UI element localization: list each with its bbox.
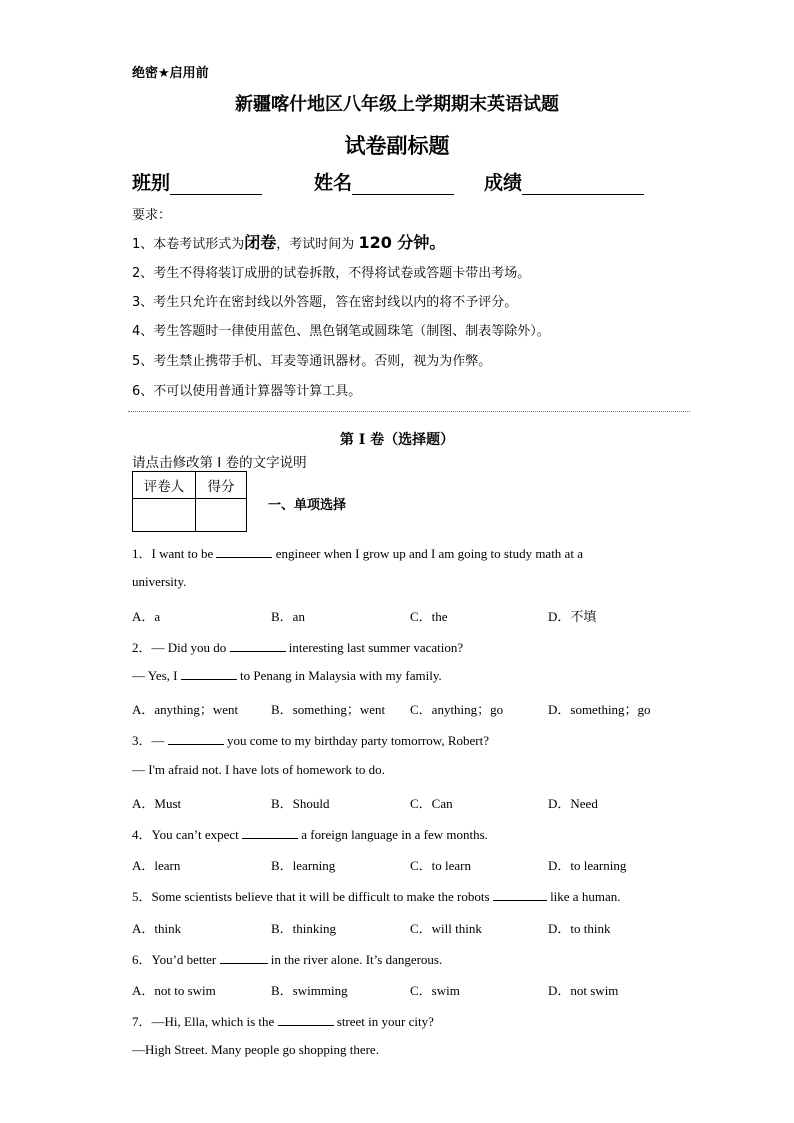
score-header: 得分 [196, 472, 247, 499]
q2-option-b[interactable]: B．something；went [271, 702, 386, 717]
q3-option-b[interactable]: B．Should [271, 796, 330, 811]
question-text: 1．I want to be [132, 546, 217, 561]
answer-blank[interactable] [216, 547, 272, 558]
q1-option-b[interactable]: B．an [271, 609, 305, 624]
question-text: in the river alone. It’s dangerous. [267, 952, 443, 967]
q2-option-a[interactable]: A．anything；went [132, 702, 239, 717]
answer-blank[interactable] [230, 641, 286, 652]
score-line[interactable] [522, 174, 644, 195]
question-3-line-1 [132, 730, 489, 749]
question-2-line-2 [132, 668, 442, 684]
question-1-line-2: university. [132, 574, 187, 589]
requirement-6: 6、不可以使用普通计算器等计算工具。 [132, 384, 362, 399]
score-label: 成绩 [484, 172, 523, 194]
section-note[interactable]: 请点击修改第 I 卷的文字说明 [132, 455, 307, 471]
exam-title: 新疆喀什地区八年级上学期期末英语试题 [235, 94, 559, 115]
dotted-divider [128, 411, 690, 412]
answer-blank[interactable] [278, 1015, 334, 1026]
question-text: to Penang in Malaysia with my family. [236, 668, 442, 683]
requirement-1 [132, 230, 445, 253]
question-1-line-1 [132, 543, 583, 562]
requirement-4: 4、考生答题时一律使用蓝色、黑色钢笔或圆珠笔（制图、制表等除外）。 [132, 324, 550, 339]
question-text: 6．You’d better [132, 952, 220, 967]
answer-blank[interactable] [168, 734, 224, 745]
q2-option-d[interactable]: D．something；go [548, 702, 651, 717]
confidential-label: 绝密★启用前 [132, 66, 209, 81]
question-text: interesting last summer vacation? [285, 640, 464, 655]
section-title: 第 I 卷（选择题） [339, 432, 455, 448]
question-text: street in your city? [333, 1014, 434, 1029]
req1-prefix: 1、本卷考试形式为 [132, 237, 245, 252]
req1-mid: ，考试时间为 [276, 237, 359, 252]
question-text: a foreign language in a few months. [298, 827, 488, 842]
question-text: 3．— [132, 733, 168, 748]
question-text: engineer when I grow up and I am going to study math at a [272, 546, 583, 561]
part-title: 一、单项选择 [268, 498, 347, 513]
requirements-heading: 要求： [132, 208, 172, 223]
score-cell[interactable] [196, 499, 247, 532]
question-text: 7．—Hi, Ella, which is the [132, 1014, 278, 1029]
q3-option-c[interactable]: C．Can [410, 796, 453, 811]
question-7-line-2: —High Street. Many people go shopping there. [132, 1042, 379, 1057]
question-2-line-1 [132, 637, 463, 656]
answer-blank[interactable] [181, 669, 237, 680]
name-field[interactable] [314, 168, 454, 195]
req1-bold-closed: 闭卷 [244, 233, 277, 252]
q4-option-b[interactable]: B．learning [271, 858, 336, 873]
q5-option-d[interactable]: D．to think [548, 921, 611, 936]
requirement-2: 2、考生不得将装订成册的试卷拆散，不得将试卷或答题卡带出考场。 [132, 266, 531, 281]
name-label: 姓名 [314, 172, 353, 194]
class-field[interactable] [132, 168, 262, 195]
class-label: 班别 [132, 172, 171, 194]
class-line[interactable] [170, 174, 262, 195]
question-text: 2．— Did you do [132, 640, 230, 655]
q5-option-c[interactable]: C．will think [410, 921, 482, 936]
answer-blank[interactable] [220, 953, 268, 964]
score-table [132, 471, 247, 532]
q4-option-c[interactable]: C．to learn [410, 858, 472, 873]
question-text: 4．You can’t expect [132, 827, 243, 842]
q2-option-c[interactable]: C．anything；go [410, 702, 504, 717]
q1-option-a[interactable]: A．a [132, 609, 161, 624]
question-4-line-1 [132, 824, 488, 843]
q5-option-a[interactable]: A．think [132, 921, 182, 936]
q3-option-d[interactable]: D．Need [548, 796, 598, 811]
q6-option-d[interactable]: D．not swim [548, 983, 619, 998]
answer-blank[interactable] [493, 890, 547, 901]
question-7-line-1 [132, 1011, 434, 1030]
q1-option-c[interactable]: C．the [410, 609, 448, 624]
q6-option-c[interactable]: C．swim [410, 983, 460, 998]
q1-option-d[interactable]: D．不填 [548, 609, 597, 624]
q3-option-a[interactable]: A．Must [132, 796, 182, 811]
answer-blank[interactable] [242, 828, 298, 839]
requirement-3: 3、考生只允许在密封线以外答题，答在密封线以内的将不予评分。 [132, 295, 518, 310]
name-line[interactable] [352, 174, 454, 195]
question-text: 5．Some scientists believe that it will be difficult to make the robots [132, 889, 493, 904]
q5-option-b[interactable]: B．thinking [271, 921, 337, 936]
grader-header: 评卷人 [133, 472, 196, 499]
q6-option-a[interactable]: A．not to swim [132, 983, 216, 998]
question-text: you come to my birthday party tomorrow, Robert? [223, 733, 490, 748]
score-field[interactable] [484, 168, 644, 195]
req1-bold-time: 120 分钟。 [358, 233, 446, 252]
question-text: like a human. [546, 889, 621, 904]
requirement-5: 5、考生禁止携带手机、耳麦等通讯器材。否则，视为为作弊。 [132, 354, 492, 369]
question-5-line-1 [132, 886, 620, 905]
q6-option-b[interactable]: B．swimming [271, 983, 348, 998]
question-6-line-1 [132, 949, 442, 968]
exam-subtitle: 试卷副标题 [344, 134, 450, 158]
q4-option-a[interactable]: A．learn [132, 858, 181, 873]
q4-option-d[interactable]: D．to learning [548, 858, 627, 873]
question-text: — Yes, I [132, 668, 181, 683]
question-3-line-2: — I'm afraid not. I have lots of homework to do. [132, 762, 385, 777]
grader-cell[interactable] [133, 499, 196, 532]
